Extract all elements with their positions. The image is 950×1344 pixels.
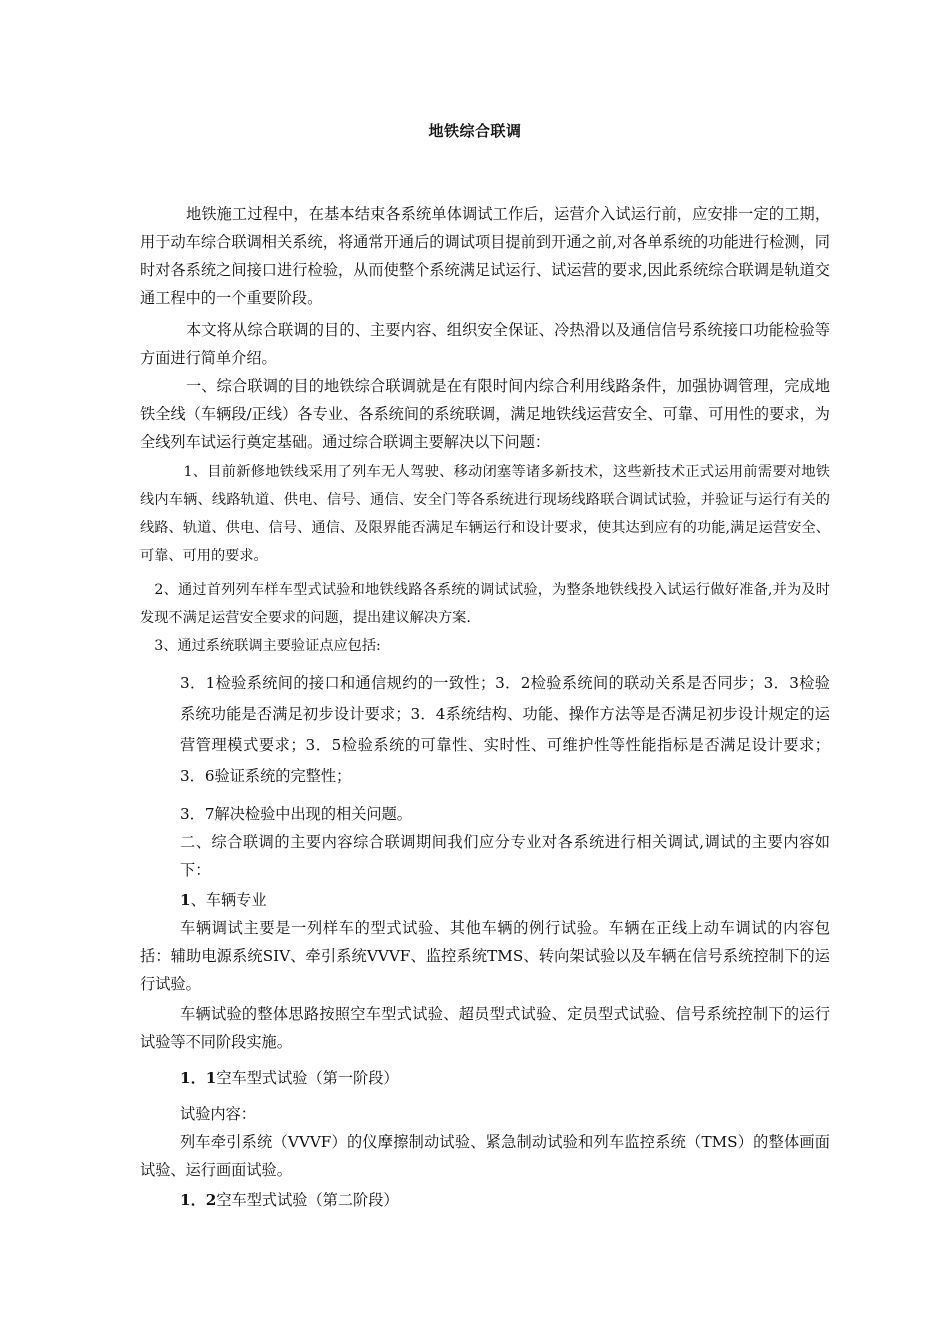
paragraph-vehicle-tests: 车辆调试主要是一列样车的型式试验、其他车辆的例行试验。车辆在正线上动车调试的内容包括：辅助电源系统SIV、牵引系统VVVF、监控系统TMS、转向架试验以及车辆在信号系统控制下的运行试验。 (140, 919, 830, 993)
paragraph-item-1: 1、目前新修地铁线采用了列车无人驾驶、移动闭塞等诸多新技术，这些新技术正式运用前需要对地铁线内车辆、线路轨道、供电、信号、通信、安全门等各系统进行现场线路联合调试试验，并验证与运行有关的线路、轨道、供电、信号、通信、及限界能否满足车辆运行和设计要求，使其达到应有的功能,满足运营安全、可靠、可用的要求。 (140, 464, 830, 564)
paragraph-item-3: 3、通过系统联调主要验证点应包括: (140, 638, 381, 654)
paragraph-section-1: 一、综合联调的目的地铁综合联调就是在有限时间内综合利用线路条件，加强协调管理，完成地铁全线（车辆段/正线）各专业、各系统间的系统联调，满足地铁线运营安全、可靠、可用性的要求，为全线列车试运行奠定基础。通过综合联调主要解决以下问题： (140, 377, 830, 451)
heading-stage-1-text: 空车型式试验（第一阶段） (216, 1069, 399, 1087)
paragraph-test-content-label: 试验内容： (180, 1105, 256, 1123)
paragraph-test-content: 列车牵引系统（VVVF）的仪摩擦制动试验、紧急制动试验和列车监控系统（TMS）的整体画面试验、运行画面试验。 (140, 1133, 830, 1179)
paragraph-verification-points: 3．1检验系统间的接口和通信规约的一致性；3．2检验系统间的联动关系是否同步；3．3检验系统功能是否满足初步设计要求；3．4系统结构、功能、操作方法等是否满足初步设计规定的运营管理模式要求；3．5检验系统的可靠性、实时性、可维护性等性能指标是否满足设计要求；3．6验证系统的完整性； (180, 674, 830, 785)
heading-vehicle-number: 1 (180, 891, 191, 909)
heading-stage-2-number: 1．2 (180, 1191, 217, 1209)
document-title: 地铁综合联调 (428, 122, 522, 140)
heading-stage-2-text: 空车型式试验（第二阶段） (216, 1191, 399, 1209)
paragraph-item-2: 2、通过首列列车样车型式试验和地铁线路各系统的调试试验，为整条地铁线投入试运行做好准备,并为及时发现不满足运营安全要求的问题，提出建议解决方案. (140, 582, 830, 626)
paragraph-overview: 本文将从综合联调的目的、主要内容、组织安全保证、冷热滑以及通信信号系统接口功能检验等方面进行简单介绍。 (140, 321, 830, 367)
paragraph-intro: 地铁施工过程中，在基本结束各系统单体调试工作后，运营介入试运行前，应安排一定的工期，用于动车综合联调相关系统，将通常开通后的调试项目提前到开通之前,对各单系统的功能进行检测，同时对各系统之间接口进行检验，从而使整个系统满足试运行、试运营的要求,因此系统综合联调是轨道交通工程中的一个重要阶段。 (140, 205, 830, 307)
paragraph-vehicle-approach: 车辆试验的整体思路按照空车型式试验、超员型式试验、定员型式试验、信号系统控制下的运行试验等不同阶段实施。 (140, 1005, 830, 1051)
heading-stage-1-number: 1．1 (180, 1069, 217, 1087)
paragraph-section-2: 二、综合联调的主要内容综合联调期间我们应分专业对各系统进行相关调试,调试的主要内容如下： (180, 833, 830, 879)
heading-vehicle (180, 886, 830, 914)
heading-vehicle-text: 、车辆专业 (190, 891, 267, 909)
heading-stage-2 (180, 1186, 830, 1214)
paragraph-point-3-7: 3．7解决检验中出现的相关问题。 (180, 805, 412, 823)
heading-stage-1 (180, 1064, 830, 1092)
